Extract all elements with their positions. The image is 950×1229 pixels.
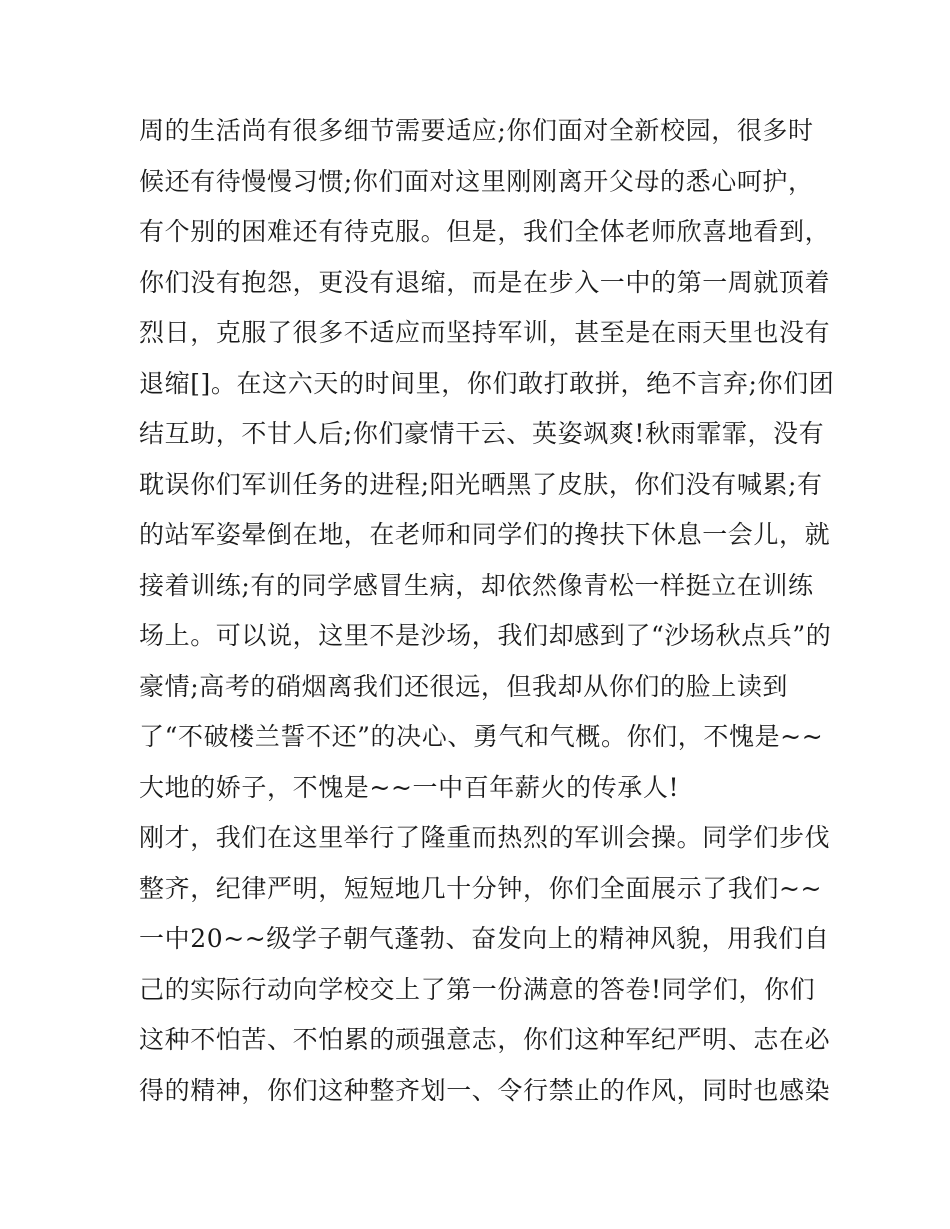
body-text	[139, 106, 839, 1116]
text-line: 场上。可以说，这里不是沙场，我们却感到了“沙场秋点兵”的	[139, 621, 832, 650]
text-line: 接着训练;有的同学感冒生病，却依然像青松一样挺立在训练	[139, 570, 814, 600]
text-line: 的站军姿晕倒在地，在老师和同学们的搀扶下休息一会儿，就	[139, 520, 831, 549]
text-line: 一中20~~级学子朝气蓬勃、奋发向上的精神风貌，用我们自	[139, 924, 830, 953]
text-line: 退缩[]。在这六天的时间里，你们敢打敢拼，绝不言弃;你们团	[139, 368, 835, 398]
text-line: 周的生活尚有很多细节需要适应;你们面对全新校园，很多时	[139, 116, 814, 145]
text-line: 豪情;高考的硝烟离我们还很远，但我却从你们的脸上读到	[139, 671, 789, 701]
text-line: 整齐，纪律严明，短短地几十分钟，你们全面展示了我们~~	[139, 873, 823, 903]
text-line: 己的实际行动向学校交上了第一份满意的答卷!同学们，你们	[139, 974, 816, 1004]
text-line: 了“不破楼兰誓不还”的决心、勇气和气概。你们，不愧是~~	[139, 722, 824, 751]
text-line: 这种不怕苦、不怕累的顽强意志，你们这种军纪严明、志在必	[139, 1025, 831, 1054]
text-line: 结互助，不甘人后;你们豪情干云、英姿飒爽!秋雨霏霏，没有	[139, 419, 825, 448]
text-line: 大地的娇子，不愧是~~一中百年薪火的传承人!	[139, 772, 680, 802]
text-line: 刚才，我们在这里举行了隆重而热烈的军训会操。同学们步伐	[139, 823, 831, 852]
text-line: 得的精神，你们这种整齐划一、令行禁止的作风，同时也感染	[139, 1075, 831, 1105]
text-line: 耽误你们军训任务的进程;阳光晒黑了皮肤，你们没有喊累;有	[139, 469, 823, 499]
text-line: 你们没有抱怨，更没有退缩，而是在步入一中的第一周就顶着	[139, 267, 831, 297]
text-line: 烈日，克服了很多不适应而坚持军训，甚至是在雨天里也没有	[139, 318, 831, 347]
text-line: 有个别的困难还有待克服。但是，我们全体老师欣喜地看到，	[139, 217, 831, 246]
text-line: 候还有待慢慢习惯;你们面对这里刚刚离开父母的悉心呵护，	[139, 166, 814, 196]
